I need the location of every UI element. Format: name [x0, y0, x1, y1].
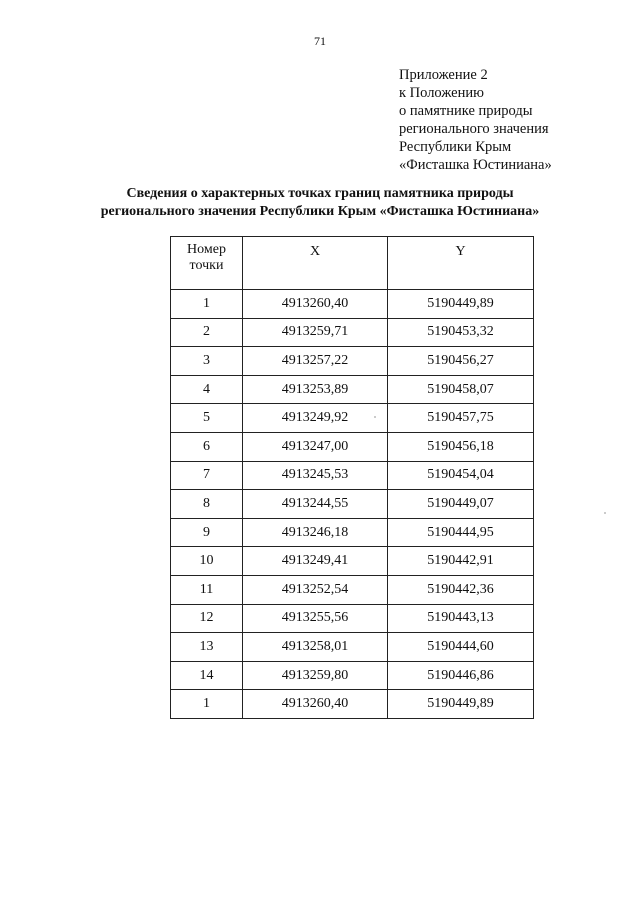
- y-coordinate-cell: 5190444,60: [388, 633, 534, 662]
- point-number-cell: 7: [171, 461, 243, 490]
- y-coordinate-cell: 5190456,18: [388, 432, 534, 461]
- point-number-cell: 14: [171, 661, 243, 690]
- table-row: [171, 604, 534, 633]
- x-coordinate-cell: 4913244,55: [243, 490, 388, 519]
- table-row: [171, 290, 534, 319]
- y-coordinate-cell: 5190458,07: [388, 375, 534, 404]
- column-header-x: X: [243, 237, 388, 290]
- point-number-cell: 8: [171, 490, 243, 519]
- x-coordinate-cell: 4913258,01: [243, 633, 388, 662]
- y-coordinate-cell: 5190449,07: [388, 490, 534, 519]
- table-row: [171, 690, 534, 719]
- point-number-cell: 1: [171, 690, 243, 719]
- table-row: [171, 518, 534, 547]
- point-number-cell: 11: [171, 575, 243, 604]
- point-number-cell: 4: [171, 375, 243, 404]
- heading-line-2: регионального значения Республики Крым «Фисташка Юстиниана»: [100, 204, 540, 219]
- heading-line-1: Сведения о характерных точках границ памятника природы: [126, 186, 514, 201]
- scan-speck: [604, 512, 606, 514]
- table-row: [171, 404, 534, 433]
- point-number-cell: 1: [171, 290, 243, 319]
- coordinates-table: [170, 236, 534, 719]
- point-number-cell: 5: [171, 404, 243, 433]
- x-coordinate-cell: 4913260,40: [243, 290, 388, 319]
- y-coordinate-cell: 5190449,89: [388, 690, 534, 719]
- y-coordinate-cell: 5190442,91: [388, 547, 534, 576]
- x-coordinate-cell: 4913260,40: [243, 690, 388, 719]
- appendix-line: регионального значения: [399, 121, 549, 137]
- column-header-line: точки: [189, 258, 224, 273]
- x-coordinate-cell: 4913257,22: [243, 347, 388, 376]
- point-number-cell: 9: [171, 518, 243, 547]
- table-row: [171, 661, 534, 690]
- x-coordinate-cell: 4913253,89: [243, 375, 388, 404]
- y-coordinate-cell: 5190443,13: [388, 604, 534, 633]
- x-coordinate-cell: 4913259,80: [243, 661, 388, 690]
- point-number-cell: 3: [171, 347, 243, 376]
- x-coordinate-cell: 4913249,41: [243, 547, 388, 576]
- table-row: [171, 461, 534, 490]
- scan-speck: [374, 416, 376, 418]
- x-coordinate-cell: 4913259,71: [243, 318, 388, 347]
- appendix-reference: [399, 66, 552, 174]
- table-header-row: [171, 237, 534, 290]
- y-coordinate-cell: 5190454,04: [388, 461, 534, 490]
- point-number-cell: 2: [171, 318, 243, 347]
- column-header-y: Y: [388, 237, 534, 290]
- x-coordinate-cell: 4913249,92: [243, 404, 388, 433]
- column-header-line: Номер: [187, 242, 226, 257]
- y-coordinate-cell: 5190453,32: [388, 318, 534, 347]
- document-heading: [0, 185, 640, 221]
- appendix-line: Республики Крым: [399, 139, 512, 155]
- point-number-cell: 10: [171, 547, 243, 576]
- x-coordinate-cell: 4913247,00: [243, 432, 388, 461]
- table-row: [171, 547, 534, 576]
- x-coordinate-cell: 4913255,56: [243, 604, 388, 633]
- y-coordinate-cell: 5190456,27: [388, 347, 534, 376]
- table-row: [171, 375, 534, 404]
- y-coordinate-cell: 5190444,95: [388, 518, 534, 547]
- table-row: [171, 432, 534, 461]
- x-coordinate-cell: 4913246,18: [243, 518, 388, 547]
- y-coordinate-cell: 5190446,86: [388, 661, 534, 690]
- appendix-line: о памятнике природы: [399, 103, 533, 119]
- table-row: [171, 490, 534, 519]
- column-header-point-number: [171, 237, 243, 290]
- point-number-cell: 12: [171, 604, 243, 633]
- point-number-cell: 13: [171, 633, 243, 662]
- x-coordinate-cell: 4913252,54: [243, 575, 388, 604]
- appendix-line: Приложение 2: [399, 67, 488, 83]
- appendix-line: «Фисташка Юстиниана»: [399, 157, 552, 173]
- table-row: [171, 347, 534, 376]
- y-coordinate-cell: 5190457,75: [388, 404, 534, 433]
- point-number-cell: 6: [171, 432, 243, 461]
- table-row: [171, 318, 534, 347]
- y-coordinate-cell: 5190449,89: [388, 290, 534, 319]
- y-coordinate-cell: 5190442,36: [388, 575, 534, 604]
- x-coordinate-cell: 4913245,53: [243, 461, 388, 490]
- page-number: 71: [314, 34, 326, 48]
- table-row: [171, 575, 534, 604]
- table-row: [171, 633, 534, 662]
- appendix-line: к Положению: [399, 85, 484, 101]
